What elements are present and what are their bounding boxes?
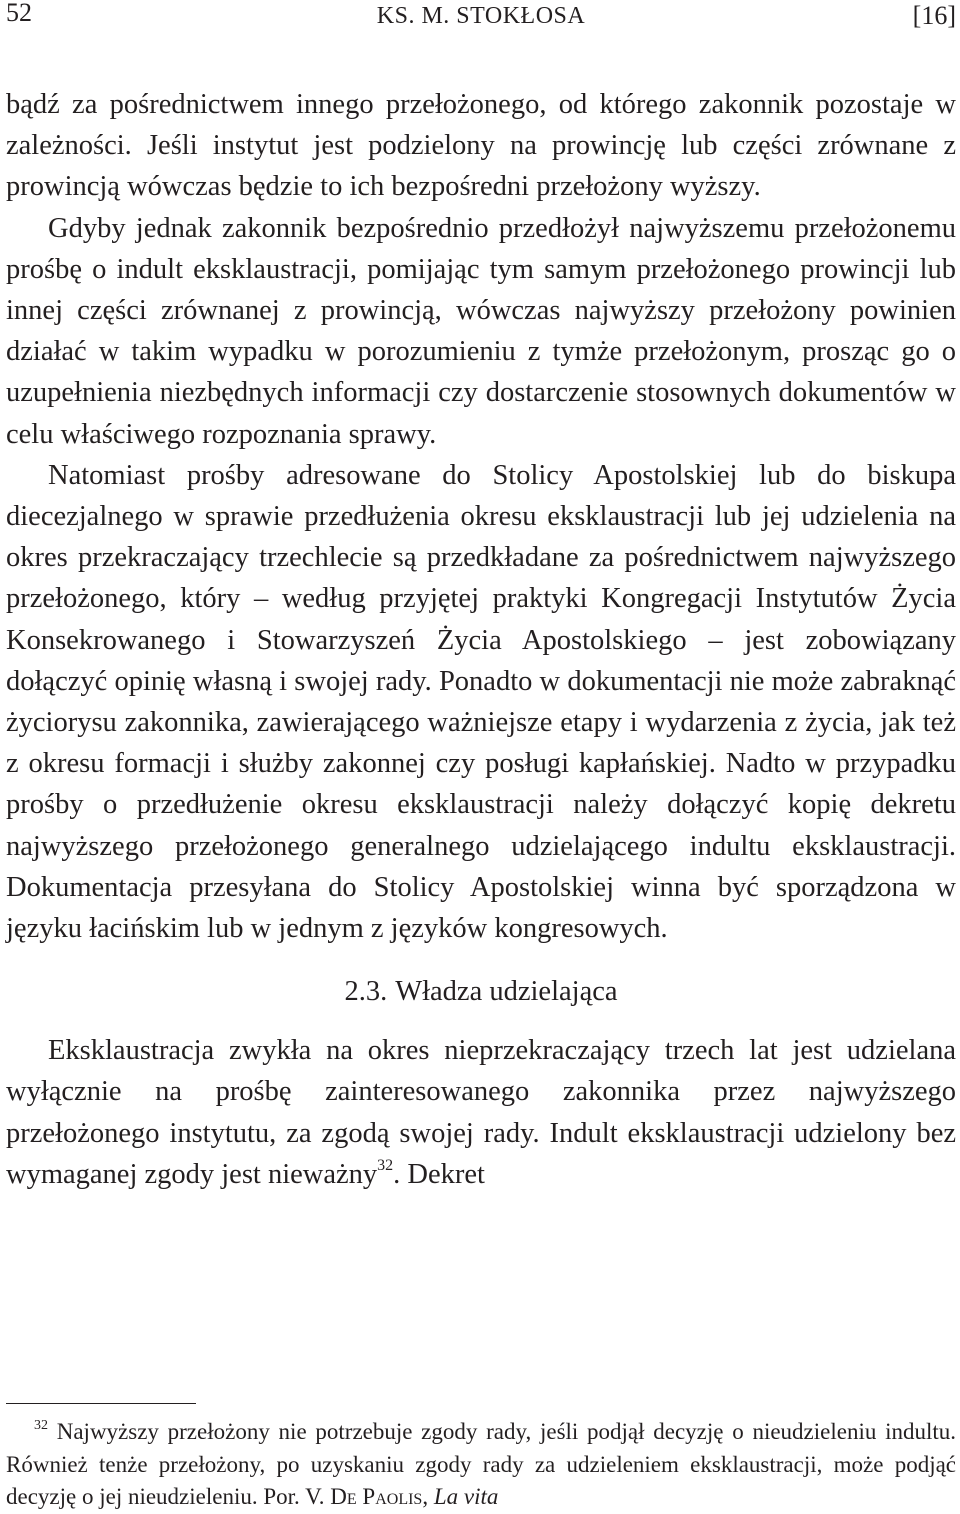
footnote-rule <box>6 1403 196 1404</box>
running-head-section: [16] <box>912 1 956 30</box>
paragraph-continued: bądź za pośrednictwem innego przełożonego, od którego zakonnik pozostaje w zależności. Jeśli instytut jest podzielony na prowincję lub części zrównane z prowincją wówczas będzie to ich bezpośredni przełożony wyższy. <box>6 89 956 203</box>
section-heading <box>6 971 956 1012</box>
section-heading-title: Władza udzielająca <box>395 976 618 1008</box>
footnote-text: Najwyższy przełożony nie potrzebuje zgody rady, jeśli podjął decyzję o nieudzieleniu indultu. Również tenże przełożony, po uzyskaniu zgody rady za udzieleniem eksklaustracji, może podjąć decyzję o jej nieudzieleniu. Por. V. <box>6 1419 956 1509</box>
footnote-32 <box>6 1416 956 1514</box>
paragraph-final <box>6 1030 956 1195</box>
footnote-author: De Paolis <box>330 1484 423 1509</box>
paragraph-final-tail: . Dekret <box>393 1158 485 1190</box>
footnote-comma: , <box>422 1484 434 1509</box>
paragraph: Natomiast prośby adresowane do Stolicy Apostolskiej lub do biskupa diecezjalnego w sprawie przedłużenia okresu eksklaustracji lub jej udzielenia na okres przekraczający trzechlecie są przedkładane za pośrednictwem najwyższego przełożonego, który – według przyjętej praktyki Kongregacji Instytutów Życia Konsekrowanego i Stowarzyszeń Życia Apostolskiego – jest zobowiązany dołączyć opinię własną i swojej rady. Ponadto w dokumentacji nie może zabraknąć życiorysu zakonnika, zawierającego ważniejsze etapy i wydarzenia z życia, jak też z okresu formacji i służby zakonnej czy posługi kapłańskiej. Nadto w przypadku prośby o przedłużenie okresu eksklaustracji należy dołączyć kopię dekretu najwyższego przełożonego generalnego udzielającego indultu eksklaustracji. Dokumentacja przesyłana do Stolicy Apostolskiej winna być sporządzona w języku łacińskim lub w jednym z języków kongresowych. <box>6 459 956 945</box>
running-head-author: KS. M. STOKŁOSA <box>376 3 586 29</box>
footnotes <box>6 1416 956 1514</box>
section-heading-number: 2.3. <box>344 976 388 1008</box>
running-head <box>6 0 956 36</box>
page-number: 52 <box>6 0 32 27</box>
body-text <box>6 84 956 1195</box>
paragraph-final-text: Eksklaustracja zwykła na okres nieprzekraczający trzech lat jest udzielana wyłącznie na prośbę zainteresowanego zakonnika przez najwyższego przełożonego instytutu, za zgodą swojej rady. Indult eksklaustracji udzielony bez wymaganej zgody jest nieważny <box>6 1035 956 1190</box>
footnote-marker: 32 <box>34 1418 48 1434</box>
footnote-title: La vita <box>433 1484 499 1509</box>
paragraph: Gdyby jednak zakonnik bezpośrednio przedłożył najwyższemu przełożonemu prośbę o indult eksklaustracji, pomijając tym samym przełożonego prowincji lub innej części zrównanej z prowincją, wówczas najwyższy przełożony powinien działać w takim wypadku w porozumieniu z tymże przełożonym, prosząc go o uzupełnienia niezbędnych informacji czy dostarczenie stosownych dokumentów w celu właściwego rozpoznania sprawy. <box>6 212 956 450</box>
footnote-reference[interactable]: 32 <box>377 1157 394 1175</box>
